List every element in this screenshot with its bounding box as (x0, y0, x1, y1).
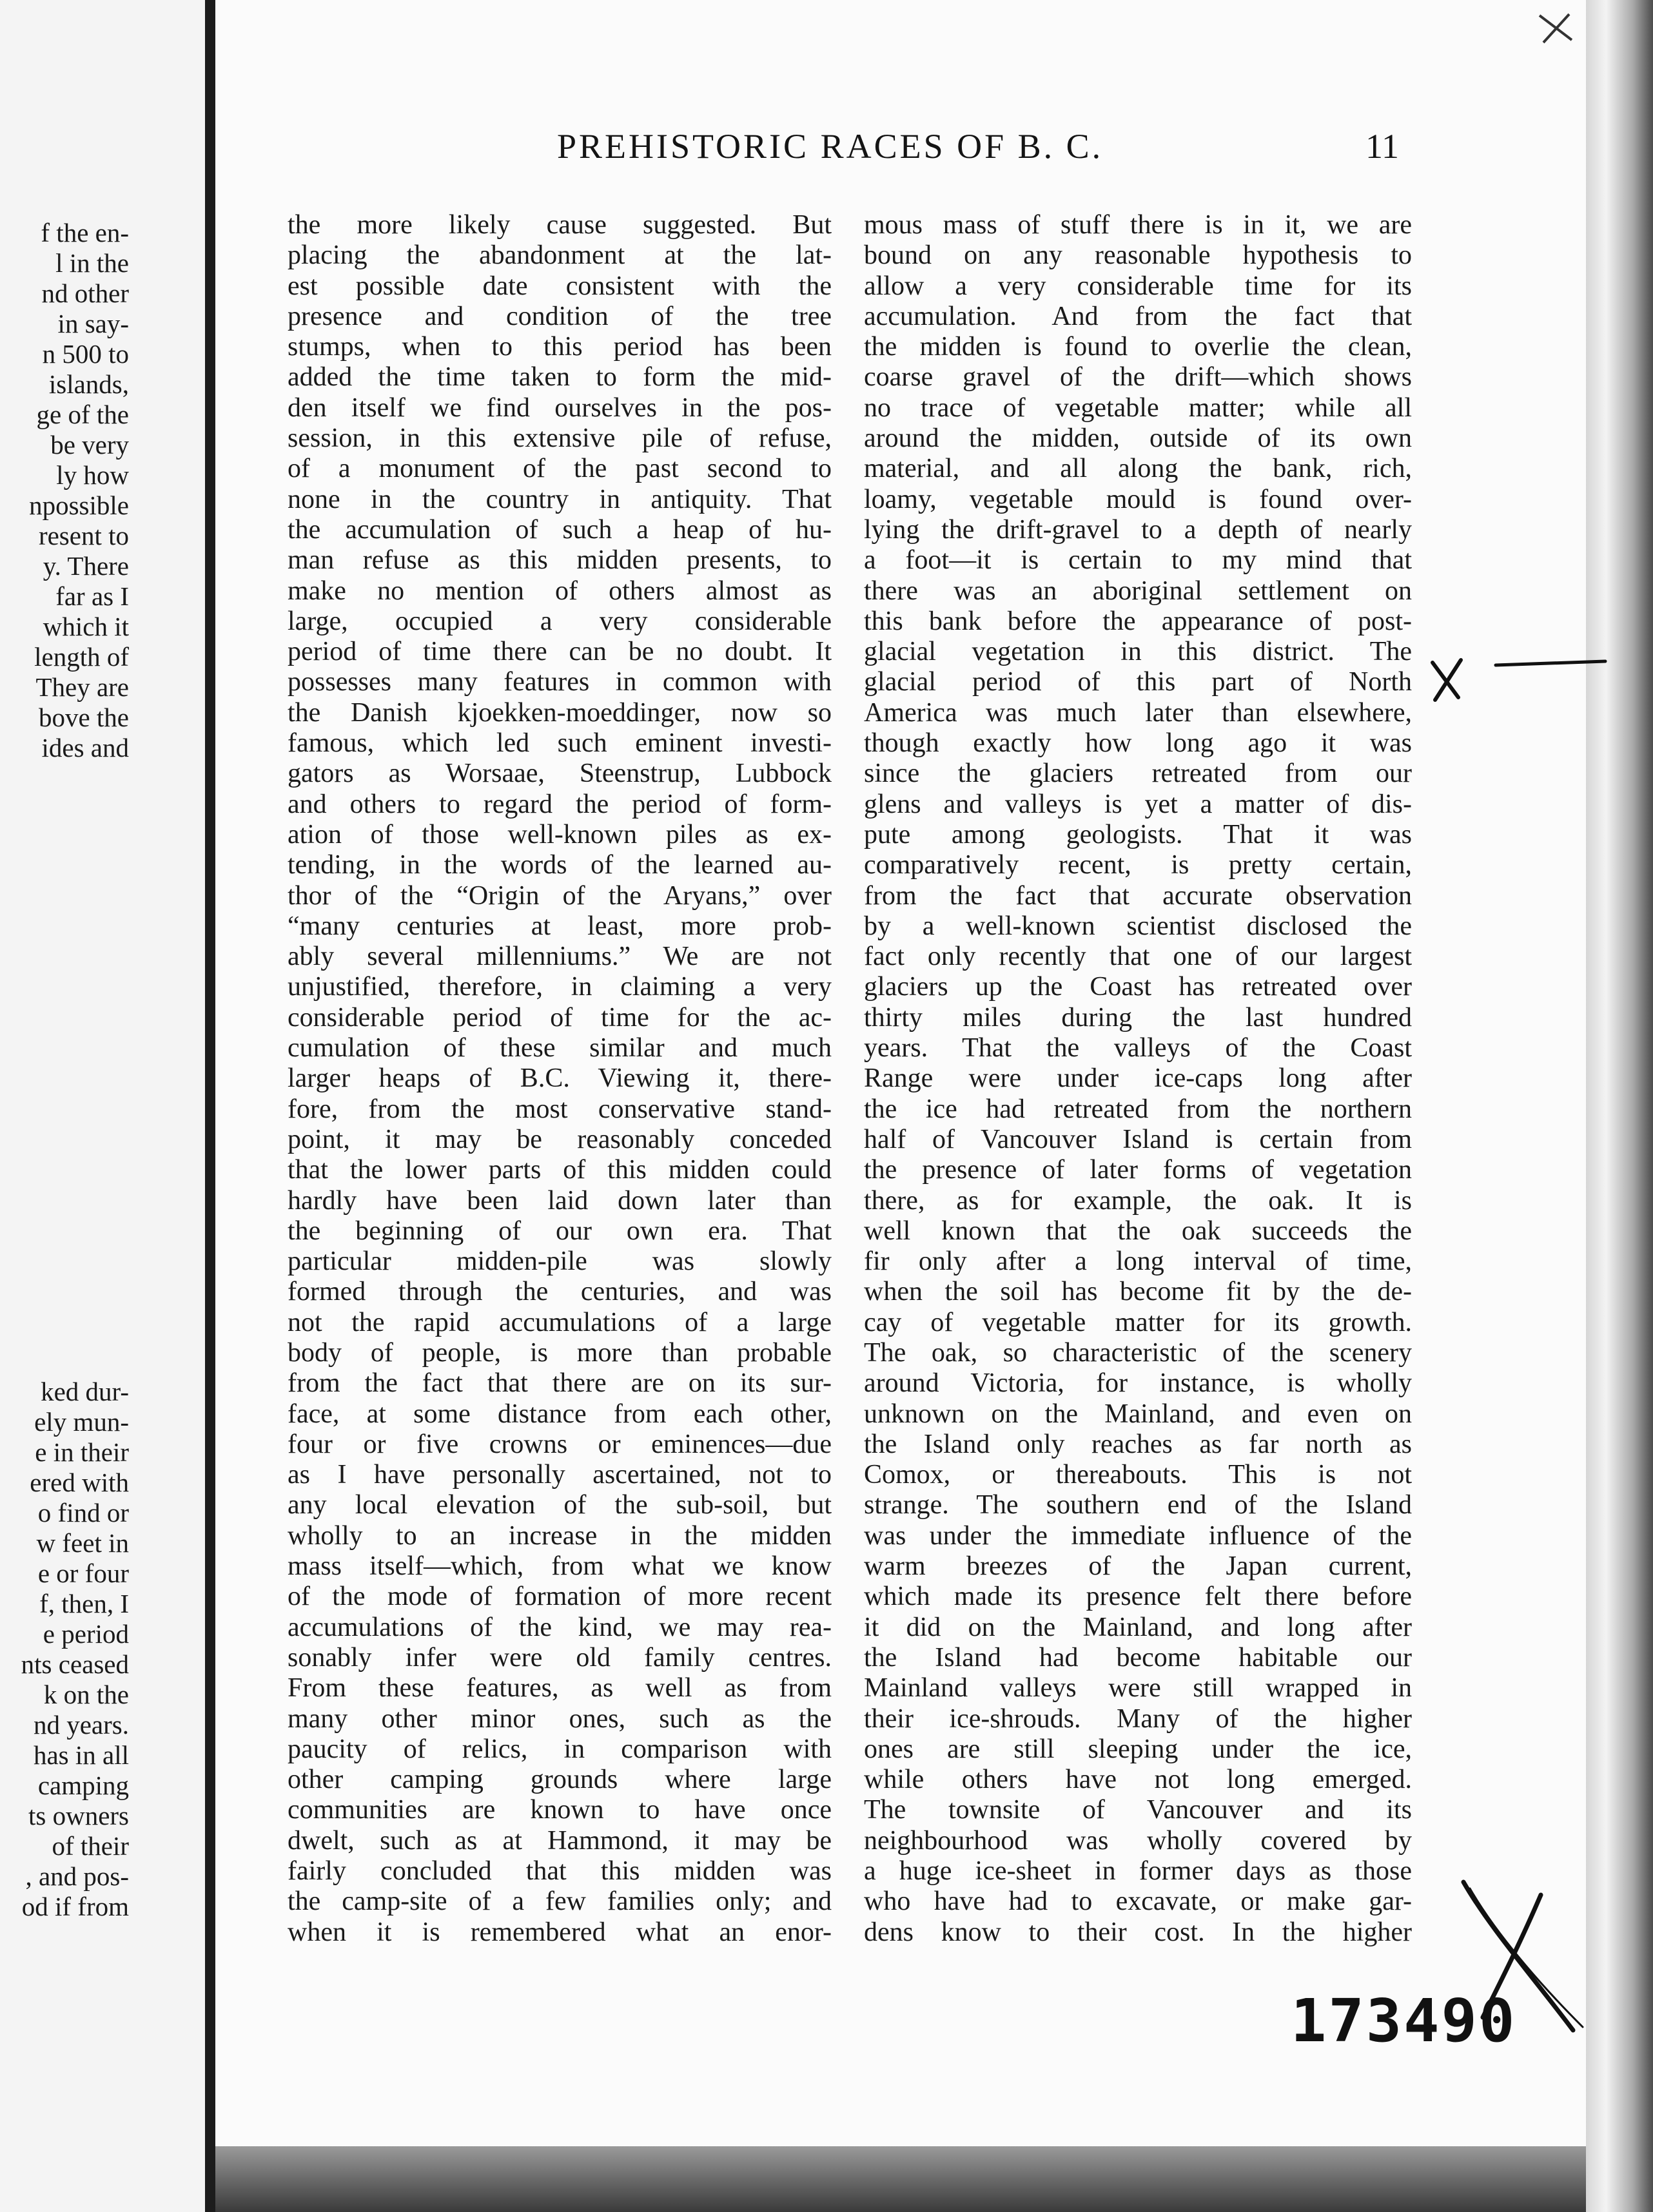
text-line: well known that the oak succeeds the (864, 1216, 1412, 1246)
text-line: The townsite of Vancouver and its (864, 1795, 1412, 1825)
text-line: the camp-site of a few families only; and (288, 1887, 832, 1917)
text-line: Mainland valleys were still wrapped in (864, 1673, 1412, 1703)
text-line: “many centuries at least, more prob- (288, 911, 832, 941)
facing-text-line: camping (37, 1771, 129, 1800)
text-line: thor of the “Origin of the Aryans,” over (288, 880, 832, 911)
text-line: neighbourhood was wholly covered by (864, 1825, 1412, 1856)
facing-text-line: which it (43, 612, 129, 641)
text-line: From these features, as well as from (288, 1673, 832, 1703)
text-line: fir only after a long interval of time, (864, 1247, 1412, 1277)
text-line: America was much later than elsewhere, (864, 697, 1412, 728)
text-line: many other minor ones, such as the (288, 1703, 832, 1734)
text-line: the Danish kjoekken-moeddinger, now so (288, 697, 832, 728)
text-line: the accumulation of such a heap of hu- (288, 514, 832, 545)
text-line: unknown on the Mainland, and even on (864, 1399, 1412, 1429)
text-line: years. That the valleys of the Coast (864, 1033, 1412, 1063)
text-line: larger heaps of B.C. Viewing it, there- (288, 1063, 832, 1094)
text-line: allow a very considerable time for its (864, 271, 1412, 301)
text-line: not the rapid accumulations of a large (288, 1307, 832, 1337)
facing-text-line: They are (35, 672, 129, 702)
text-line: session, in this extensive pile of refuse, (288, 423, 832, 454)
facing-text-line: bove the (38, 703, 129, 732)
facing-text-line: o find or (37, 1498, 129, 1528)
text-line: when it is remembered what an enor- (288, 1917, 832, 1947)
text-line: dens know to their cost. In the higher (864, 1917, 1412, 1947)
text-line: this bank before the appearance of post- (864, 606, 1412, 636)
text-line: dwelt, such as at Hammond, it may be (288, 1825, 832, 1856)
text-line: since the glaciers retreated from our (864, 759, 1412, 789)
text-line: other camping grounds where large (288, 1765, 832, 1795)
facing-text-line: resent to (38, 521, 129, 550)
text-line: accumulation. And from the fact that (864, 301, 1412, 331)
text-line: man refuse as this midden presents, to (288, 545, 832, 576)
text-line: bound on any reasonable hypothesis to (864, 240, 1412, 271)
text-line: famous, which led such eminent investi- (288, 728, 832, 759)
text-line: four or five crowns or eminences—due (288, 1429, 832, 1459)
facing-text-line: in say- (57, 309, 129, 338)
facing-text-line: ered with (30, 1468, 129, 1497)
text-line: fact only recently that one of our largest (864, 942, 1412, 972)
text-line: by a well-known scientist disclosed the (864, 911, 1412, 941)
text-line: around the midden, outside of its own (864, 423, 1412, 454)
text-line: accumulations of the kind, we may rea- (288, 1612, 832, 1642)
facing-text-line: ly how (56, 460, 129, 490)
text-line: cumulation of these similar and much (288, 1033, 832, 1063)
facing-page-fragment (0, 0, 205, 2212)
text-line: added the time taken to form the mid- (288, 362, 832, 393)
text-line: glacial vegetation in this district. The (864, 637, 1412, 667)
page-edge-bottom (215, 2146, 1586, 2212)
text-line: none in the country in antiquity. That (288, 484, 832, 514)
text-line: placing the abandonment at the lat- (288, 240, 832, 271)
facing-text-line: , and pos- (25, 1861, 129, 1891)
text-line: formed through the centuries, and was (288, 1277, 832, 1307)
text-line: fore, from the most conservative stand- (288, 1094, 832, 1124)
text-line: who have had to excavate, or make gar- (864, 1887, 1412, 1917)
text-line: comparatively recent, is pretty certain, (864, 850, 1412, 880)
text-line: their ice-shrouds. Many of the higher (864, 1703, 1412, 1734)
text-line: of the mode of formation of more recent (288, 1582, 832, 1612)
text-line: strange. The southern end of the Island (864, 1490, 1412, 1520)
text-line: presence and condition of the tree (288, 301, 832, 331)
text-line: thirty miles during the last hundred (864, 1002, 1412, 1033)
text-line: communities are known to have once (288, 1795, 832, 1825)
facing-text-line: ts owners (28, 1801, 129, 1830)
text-line: period of time there can be no doubt. It (288, 637, 832, 667)
text-line: that the lower parts of this midden could (288, 1155, 832, 1185)
text-line: den itself we find ourselves in the pos- (288, 393, 832, 423)
text-line: which made its presence felt there before (864, 1582, 1412, 1612)
text-line: loamy, vegetable mould is found over- (864, 484, 1412, 514)
facing-text-line: of their (52, 1831, 129, 1861)
text-line: no trace of vegetable matter; while all (864, 393, 1412, 423)
text-line: coarse gravel of the drift—which shows (864, 362, 1412, 393)
text-line: when the soil has become fit by the de- (864, 1277, 1412, 1307)
book-gutter (205, 0, 215, 2212)
text-line: possesses many features in common with (288, 667, 832, 697)
text-line: Range were under ice-caps long after (864, 1063, 1412, 1094)
text-line: from the fact that accurate observation (864, 880, 1412, 911)
text-line: pute among geologists. That it was (864, 819, 1412, 849)
facing-text-line: k on the (43, 1680, 129, 1709)
text-line: body of people, is more than probable (288, 1337, 832, 1368)
facing-text-line: ely mun- (34, 1407, 129, 1437)
text-line: the Island only reaches as far north as (864, 1429, 1412, 1459)
facing-text-line: n 500 to (42, 339, 129, 369)
running-header: PREHISTORIC RACES OF B. C. (557, 127, 1104, 166)
text-line: glacial period of this part of North (864, 667, 1412, 697)
text-line: sonably infer were old family centres. (288, 1642, 832, 1673)
text-line: make no mention of others almost as (288, 576, 832, 606)
text-line: lying the drift-gravel to a depth of nearly (864, 514, 1412, 545)
text-line: large, occupied a very considerable (288, 606, 832, 636)
text-line: ation of those well-known piles as ex- (288, 819, 832, 849)
facing-text-line: l in the (55, 248, 129, 278)
text-line: est possible date consistent with the (288, 271, 832, 301)
text-line: was under the immediate influence of the (864, 1520, 1412, 1551)
facing-text-line: e in their (35, 1437, 129, 1467)
facing-text-line: nts ceased (21, 1649, 129, 1679)
facing-text-line: e or four (37, 1558, 129, 1588)
text-line: it did on the Mainland, and long after (864, 1612, 1412, 1642)
facing-text-line: nd years. (33, 1710, 129, 1740)
facing-text-line: ge of the (36, 400, 129, 429)
text-line: around Victoria, for instance, is wholly (864, 1368, 1412, 1399)
text-line: Comox, or thereabouts. This is not (864, 1460, 1412, 1490)
facing-text-line: nd other (41, 278, 129, 308)
text-line: paucity of relics, in comparison with (288, 1734, 832, 1764)
accession-stamp: 173490 (1291, 1986, 1517, 2055)
text-line: half of Vancouver Island is certain from (864, 1124, 1412, 1154)
facing-text-line: has in all (33, 1740, 129, 1770)
text-line: The oak, so characteristic of the scenery (864, 1337, 1412, 1368)
text-line: a foot—it is certain to my mind that (864, 545, 1412, 576)
text-line: point, it may be reasonably conceded (288, 1124, 832, 1154)
facing-page-upper-text (0, 218, 129, 763)
text-column-left (288, 210, 832, 1948)
text-line: mass itself—which, from what we know (288, 1551, 832, 1582)
text-line: face, at some distance from each other, (288, 1399, 832, 1429)
margin-x-dash-mark (1418, 651, 1612, 709)
text-line: and others to regard the period of form- (288, 789, 832, 819)
text-line: material, and all along the bank, rich, (864, 454, 1412, 484)
facing-text-line: e period (43, 1619, 129, 1649)
text-line: fairly concluded that this midden was (288, 1856, 832, 1887)
facing-text-line: y. There (43, 551, 129, 581)
text-line: as I have personally ascertained, not to (288, 1460, 832, 1490)
text-line: from the fact that there are on its sur- (288, 1368, 832, 1399)
text-line: glens and valleys is yet a matter of dis- (864, 789, 1412, 819)
text-line: considerable period of time for the ac- (288, 1002, 832, 1033)
text-line: tending, in the words of the learned au- (288, 850, 832, 880)
text-line: hardly have been laid down later than (288, 1185, 832, 1216)
facing-text-line: w feet in (36, 1528, 129, 1558)
page-number: 11 (1365, 127, 1399, 166)
text-line: the midden is found to overlie the clean, (864, 332, 1412, 362)
text-line: wholly to an increase in the midden (288, 1520, 832, 1551)
facing-text-line: islands, (48, 369, 129, 399)
text-line: the presence of later forms of vegetation (864, 1155, 1412, 1185)
text-line: a huge ice-sheet in former days as those (864, 1856, 1412, 1887)
text-line: mous mass of stuff there is in it, we are (864, 210, 1412, 240)
facing-text-line: ked dur- (41, 1377, 129, 1406)
facing-text-line: f the en- (41, 218, 129, 247)
text-line: cay of vegetable matter for its growth. (864, 1307, 1412, 1337)
facing-text-line: ides and (41, 733, 129, 762)
facing-text-line: length of (34, 642, 129, 672)
text-line: particular midden-pile was slowly (288, 1247, 832, 1277)
text-column-right (864, 210, 1412, 1948)
text-line: the Island had become habitable our (864, 1642, 1412, 1673)
text-line: gators as Worsaae, Steenstrup, Lubbock (288, 759, 832, 789)
facing-page-lower-text (0, 1377, 129, 1922)
text-line: warm breezes of the Japan current, (864, 1551, 1412, 1582)
text-line: the beginning of our own era. That (288, 1216, 832, 1246)
corner-x-mark (1534, 9, 1580, 48)
text-line: ones are still sleeping under the ice, (864, 1734, 1412, 1764)
text-line: any local elevation of the sub-soil, but (288, 1490, 832, 1520)
facing-text-line: be very (50, 430, 129, 460)
text-line: though exactly how long ago it was (864, 728, 1412, 759)
text-line: unjustified, therefore, in claiming a very (288, 972, 832, 1002)
facing-text-line: far as I (55, 581, 129, 611)
text-line: the more likely cause suggested. But (288, 210, 832, 240)
text-line: stumps, when to this period has been (288, 332, 832, 362)
text-line: the ice had retreated from the northern (864, 1094, 1412, 1124)
text-line: glaciers up the Coast has retreated over (864, 972, 1412, 1002)
text-line: there, as for example, the oak. It is (864, 1185, 1412, 1216)
facing-text-line: f, then, I (39, 1589, 129, 1618)
text-line: ably several millenniums.” We are not (288, 942, 832, 972)
text-line: of a monument of the past second to (288, 454, 832, 484)
facing-text-line: npossible (29, 490, 129, 520)
text-line: there was an aboriginal settlement on (864, 576, 1412, 606)
text-line: while others have not long emerged. (864, 1765, 1412, 1795)
facing-text-line: od if from (21, 1892, 129, 1921)
